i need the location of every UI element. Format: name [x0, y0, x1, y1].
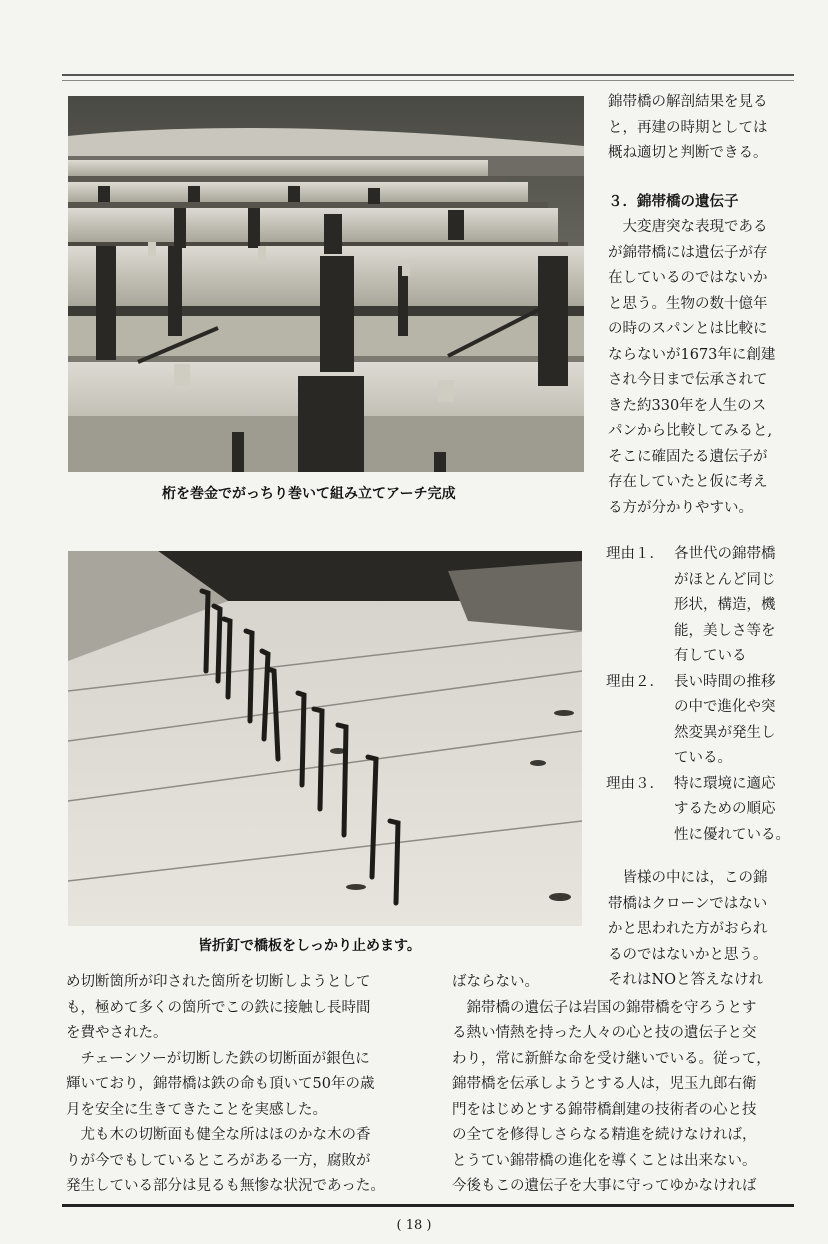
text-line: され今日まで伝承されて — [608, 372, 768, 388]
text-line: 門をはじめとする錦帯橋創建の技術者の心と技 — [452, 1101, 757, 1118]
text-line: 今後もこの遺伝子を大事に守ってゆかなければ — [452, 1178, 757, 1194]
top-rule-thin — [62, 80, 794, 81]
reason-label: 理由２． — [606, 673, 664, 690]
intro-paragraph — [608, 90, 792, 167]
bottom-left-column — [66, 970, 414, 1200]
section-heading: ３．錦帯橋の遺伝子 — [608, 193, 739, 210]
reason-item — [608, 772, 792, 849]
bottom-right-column — [452, 970, 800, 1200]
text-line: と，再建の時期としては — [608, 119, 768, 136]
text-line: も，極めて多くの箇所でこの鉄に接触し長時間 — [66, 999, 371, 1016]
text-line: 各世代の錦帯橋 — [674, 546, 776, 562]
text-line: かと思われた方がおられ — [608, 921, 768, 937]
reason-text — [674, 772, 790, 849]
text-line: 概ね適切と判断できる。 — [608, 145, 768, 161]
text-line: るのではないかと思う。 — [608, 946, 768, 963]
text-line: するための順応 — [674, 801, 776, 817]
text-line: 長い時間の推移 — [674, 673, 776, 690]
text-line: 大変唐突な表現である — [608, 219, 768, 235]
photo-caption-bottom: 皆折釘で橋板をしっかり止めます。 — [198, 938, 421, 954]
photo-arch-beams — [68, 96, 584, 472]
text-line: それはNOと答えなけれ — [608, 972, 764, 988]
reason-text — [674, 670, 790, 772]
reason-item — [608, 670, 792, 772]
text-line: きた約330年を人生のス — [608, 397, 767, 414]
text-line: る方が分かりやすい。 — [608, 499, 753, 516]
text-line: の全てを修得しさらなる精進を続けなければ， — [452, 1127, 757, 1143]
text-line: 錦帯橋の遺伝子は岩国の錦帯橋を守ろうとす — [452, 999, 757, 1016]
text-line: パンから比較してみると, — [608, 423, 773, 439]
text-line: とうてい錦帯橋の進化を導くことは出来ない。 — [452, 1152, 757, 1169]
text-line: 錦帯橋の解剖結果を見る — [608, 94, 768, 110]
photo-bridge-planks — [68, 551, 582, 926]
photo-arch-beams-image — [68, 96, 584, 472]
text-line: ている。 — [674, 750, 732, 766]
text-line: 在しているのではないか — [608, 270, 768, 286]
text-line: がほとんど同じ — [674, 571, 776, 588]
text-line: る熱い情熱を持った人々の心と技の遺伝子と交 — [452, 1025, 757, 1041]
text-line: が錦帯橋には遺伝子が存 — [608, 244, 768, 261]
text-line: め切断箇所が印された箇所を切断しようとして — [66, 974, 371, 990]
text-line: の中で進化や突 — [674, 699, 776, 715]
text-line: りが今でもしているところがある一方，腐敗が — [66, 1152, 371, 1169]
paragraph-genes — [608, 215, 792, 521]
text-line: そこに確固たる遺伝子が — [608, 448, 768, 465]
bottom-rule — [62, 1204, 794, 1207]
text-line: 輝いており，錦帯橋は鉄の命も頂いて50年の歳 — [66, 1076, 375, 1092]
text-line: わり，常に新鮮な命を受け継いでいる。従って， — [452, 1050, 771, 1067]
text-line: 発生している部分は見るも無惨な状況であった。 — [66, 1178, 385, 1194]
text-line: ばならない。 — [452, 974, 539, 990]
text-line: 然変異が発生し — [674, 724, 776, 741]
text-line: 尤も木の切断面も健全な所はほのかな木の香 — [66, 1127, 371, 1143]
reason-label: 理由１． — [606, 546, 664, 562]
text-line: 錦帯橋を伝承しようとする人は，児玉九郎右衛 — [452, 1076, 757, 1092]
right-column-text — [608, 90, 792, 994]
text-line: チェーンソーが切断した鉄の切断面が銀色に — [66, 1050, 370, 1067]
page-number: ( 18 ) — [396, 1218, 432, 1233]
text-line: ならないが1673年に創建 — [608, 346, 776, 363]
text-line: 形状，構造，機 — [674, 597, 776, 613]
reason-item — [608, 542, 792, 670]
text-line: 性に優れている。 — [674, 826, 790, 843]
reasons-list — [608, 542, 792, 848]
text-line: 存在していたと仮に考え — [608, 474, 768, 490]
text-line: 有している — [674, 648, 747, 664]
photo-caption-top: 桁を巻金でがっちり巻いて組み立てアーチ完成 — [162, 486, 456, 502]
text-line: 帯橋はクローンではない — [608, 895, 768, 912]
text-line: の時のスパンとは比較に — [608, 321, 768, 337]
text-line: 皆様の中には，この錦 — [608, 870, 768, 886]
text-line: 特に環境に適応 — [674, 775, 776, 792]
text-line: 月を安全に生きてきたことを実感した。 — [66, 1101, 327, 1118]
top-rule — [62, 74, 794, 76]
text-line: を費やされた。 — [66, 1025, 168, 1041]
text-line: 能，美しさ等を — [674, 622, 776, 639]
text-line: と思う。生物の数十億年 — [608, 295, 768, 312]
reason-label: 理由３． — [606, 775, 664, 792]
photo-bridge-planks-image — [68, 551, 582, 926]
reason-text — [674, 542, 790, 670]
